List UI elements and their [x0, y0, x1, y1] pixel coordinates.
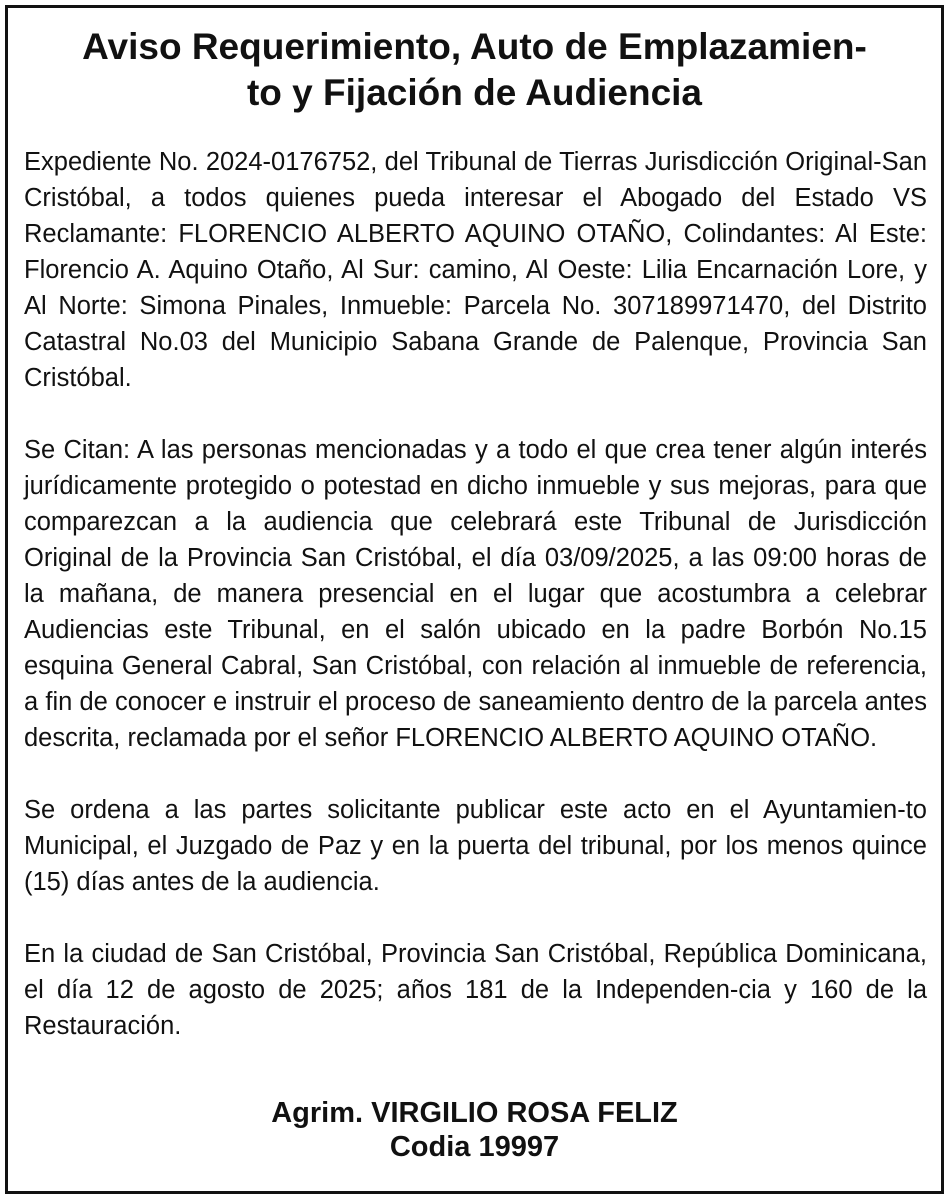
title-line-1: Aviso Requerimiento, Auto de Emplazamien- — [82, 26, 867, 67]
paragraph-expediente: Expediente No. 2024-0176752, del Tribunal de Tierras Jurisdicción Original-San Cristóbal, a todos quienes pueda interesar el Abogado del Estado VS Reclamante: FLORENCIO ALBERTO AQUINO OTAÑO, Colindantes: Al Este: Florencio A. Aquino Otaño, Al Sur: camino, Al Oeste: Lilia Encarnación Lore, y Al Norte: Simona Pinales, Inmueble: Parcela No. 307189971470, del Distrito Catastral No.03 del Municipio Sabana Grande de Palenque, Provincia San Cristóbal. — [24, 148, 927, 392]
signature-codia: Codia 19997 — [389, 1131, 560, 1163]
paragraph-citacion: Se Citan: A las personas mencionadas y a todo el que crea tener algún interés jurídicamente protegido o potestad en dicho inmueble y sus mejoras, para que comparezcan a la audiencia que celebrará este Tribunal de Jurisdicción Original de la Provincia San Cristóbal, el día 03/09/2025, a las 09:00 horas de la mañana, de manera presencial en el lugar que acostumbra a celebrar Audiencias este Tribunal, en el salón ubicado en la padre Borbón No.15 esquina General Cabral, San Cristóbal, con relación al inmueble de referencia, a fin de conocer e instruir el proceso de saneamiento dentro de la parcela antes descrita, reclamada por el señor FLORENCIO ALBERTO AQUINO OTAÑO. — [24, 436, 927, 752]
notice-body — [24, 144, 927, 1080]
title-line-2: to y Fijación de Audiencia — [246, 72, 703, 113]
signature-name: Agrim. VIRGILIO ROSA FELIZ — [271, 1097, 678, 1129]
signature-block — [8, 1096, 941, 1164]
paragraph-publicacion: Se ordena a las partes solicitante publicar este acto en el Ayuntamien-to Municipal, el Juzgado de Paz y en la puerta del tribunal, por los menos quince (15) días antes de la audiencia. — [24, 796, 927, 896]
notice-title — [8, 24, 941, 116]
notice-frame — [5, 5, 944, 1194]
paragraph-fecha: En la ciudad de San Cristóbal, Provincia San Cristóbal, República Dominicana, el día 12 de agosto de 2025; años 181 de la Independen-cia y 160 de la Restauración. — [24, 940, 927, 1040]
